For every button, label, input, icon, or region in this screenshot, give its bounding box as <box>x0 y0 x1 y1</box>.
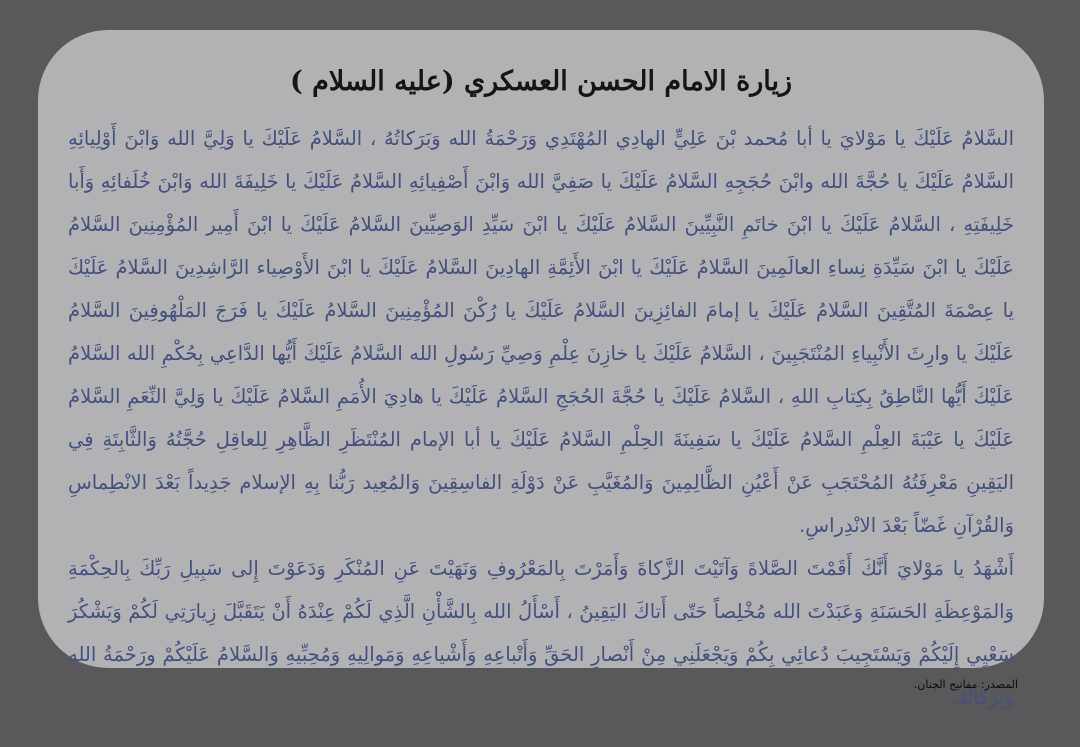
page-title: زيارة الامام الحسن العسكري (عليه السلام ) <box>289 66 793 97</box>
prayer-paragraph-1: السَّلامُ عَلَيْكَ يا مَوْلايَ يا أبا مُحمد بْنَ عَلِيٍّ الهادِي المُهْتَدِي وَرَحْمَةُ الله وَبَرَكاتُهُ ، السَّلامُ عَلَيْكَ يا وَلِيَّ الله وَابْنَ أَوْلِيائِهِ السَّلامُ عَلَيْكَ يا حُجَّةَ الله وابْنَ حُجَجِهِ السَّلامُ عَلَيْكَ يا صَفِيَّ الله وَابْنَ أَصْفِيائِهِ السَّلامُ عَلَيْكَ يا خَلِيفَةَ الله وَابْنَ خُلَفائِهِ وَأَبا خَلِيفَتِهِ ، السَّلامُ عَلَيْكَ يا ابْنَ خاتَمِ النَّبِيِّينَ السَّلامُ عَلَيْكَ يا ابْنَ سَيِّدِ الوَصِيِّينَ السَّلامُ عَلَيْكَ يا ابْنَ أَمِير المُؤْمِنِينَ السَّلامُ عَلَيْكَ يا ابْنَ سَيِّدَةِ نِساءِ العالَمِينَ السَّلامُ عَلَيْكَ يا ابْنَ الأَئِمَّةِ الهادِينَ السَّلامُ عَلَيْكَ يا ابْنَ الأَوْصِياء الرَّاشِدِينَ السَّلامُ عَلَيْكَ يا عِصْمَةَ المُتَّقِينَ السَّلامُ عَلَيْكَ يا إمامَ الفائِزِينَ السَّلامُ عَلَيْكَ يا رُكْنَ المُؤْمِنِينَ السَّلامُ عَلَيْكَ يا فَرَجَ المَلْهُوفِينَ السَّلامُ عَلَيْكَ يا وارِثَ الأَنْبِياءِ المُنْتَجَبِينَ ، السَّلامُ عَلَيْكَ يا خازِنَ عِلْمِ وَصِيِّ رَسُولِ الله السَّلامُ عَلَيْكَ أَيُّها الدَّاعِي بِحُكْمِ الله السَّلامُ عَلَيْكَ أَيُّها النَّاطِقُ بِكِتابِ اللهِ ، السَّلامُ عَلَيْكَ يا حُجَّةَ الحُجَجِ السَّلامُ عَلَيْكَ يا هادِيَ الأُمَمِ السَّلامُ عَلَيْكَ يا وَلِيَّ النِّعَمِ السَّلامُ عَلَيْكَ يا عَيْبَةَ العِلْمِ السَّلامُ عَلَيْكَ يا سَفِينَةَ الحِلْمِ السَّلامُ عَلَيْكَ يا أبا الإمام المُنْتَظَرِ الظَّاهِرِ لِلعاقِلِ حُجَّتُهُ وَالثَّابِتَةِ فِي اليَقِينِ مَعْرِفَتُهُ المُحْتَجَبِ عَنْ أَعْيُنِ الظَّالِمِينَ وَالمُغَيَّبِ عَنْ دَوْلَةِ الفاسِقِينَ وَالمُعِيد رَبُّنا بِهِ الإسلام جَدِيداً بَعْدَ الانْطِماسِ وَالقُرْآنِ غَضّاً بَعْدَ الانْدِراسِ. <box>68 127 1014 538</box>
prayer-text <box>68 117 1014 719</box>
source-note: المصدر: مفاتيح الجنان. <box>913 678 1018 691</box>
prayer-paragraph-2: أَشْهَدُ يا مَوْلايَ أَنَّكَ أَقَمْتَ الصَّلاةَ وَآتَيْتَ الزَّكاةَ وَأَمَرْتَ بِالمَعْرُوفِ وَنَهَيْتَ عَنِ المُنْكَرِ وَدَعَوْتَ إِلى سَبِيلِ رَبِّكَ بِالحِكْمَةِ وَالمَوْعِظَةِ الحَسَنَةِ وَعَبَدْتَ الله مُخْلِصاً حَتّى أَتاكَ اليَقِينُ ، أَسْأَلُ الله بِالشَّأْنِ الَّذِي لَكُمْ عِنْدَهُ أَنْ يَتَقَبَّلَ زِيارَتِي لَكُمْ وَيَشْكُرَ سَعْيِي إِلَيْكُمْ وَيَسْتَجِيبَ دُعائِي بِكُمْ وَيَجْعَلَنِي مِنْ أَنْصارِ الحَقِّ وَأَتْباعِهِ وَأَشْياعِهِ وَمَوالِيهِ وَمُحِبِّيهِ وَالسَّلامُ عَلَيْكُمْ ورَحْمَةُ الله وَبَرَكاتُهُ. <box>68 557 1014 710</box>
